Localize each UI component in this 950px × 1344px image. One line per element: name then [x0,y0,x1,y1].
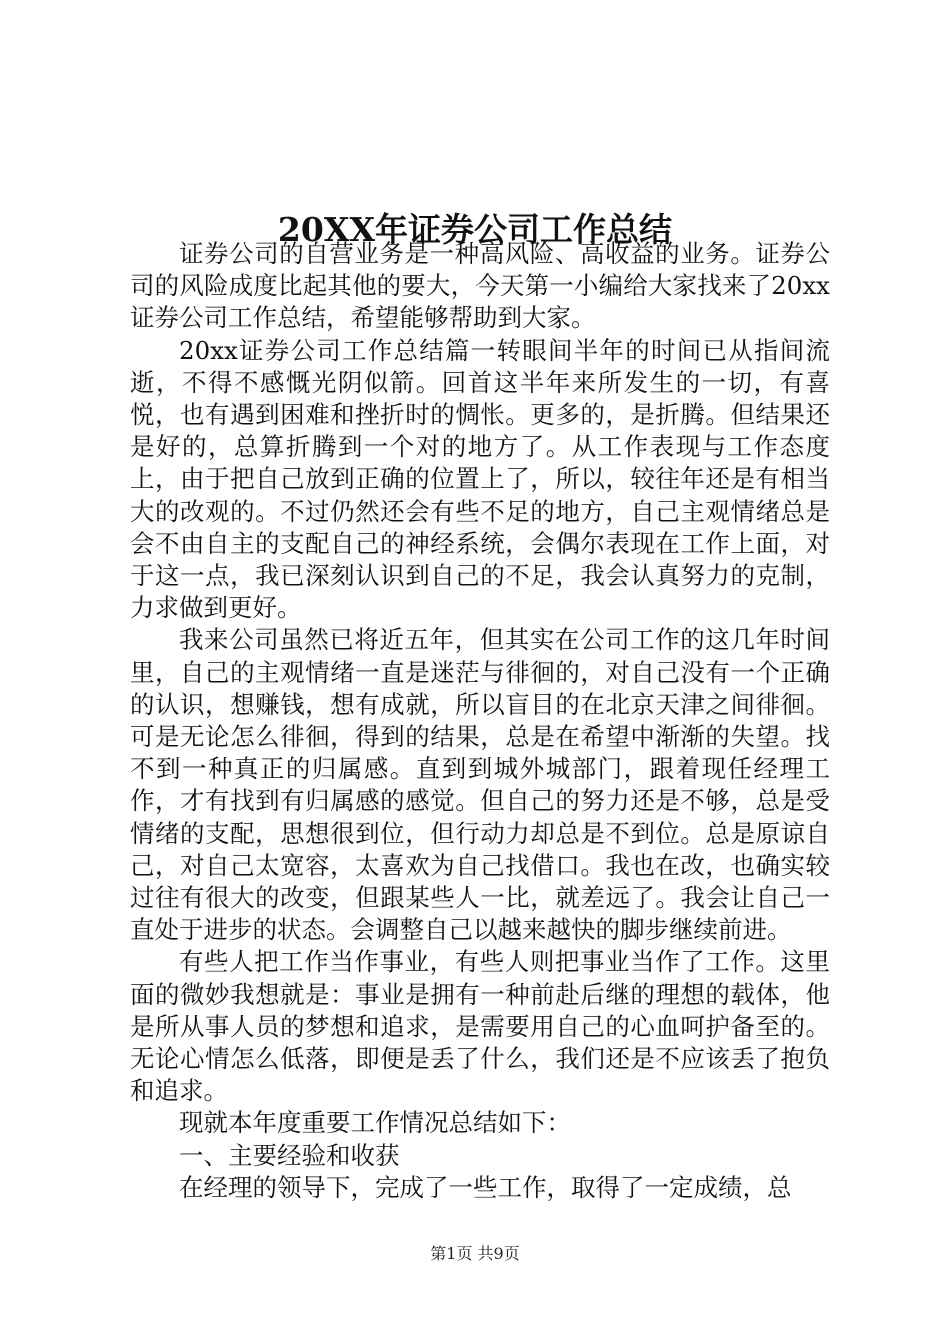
paragraph-career: 有些人把工作当作事业，有些人则把事业当作了工作。这里面的微妙我想就是：事业是拥有一种前赴后继的理想的载体，他是所从事人员的梦想和追求，是需要用自己的心血呵护备至的。无论心情怎么低落，即便是丢了什么，我们还是不应该丢了抱负和追求。 [130,947,830,1106]
paragraph-achievements: 在经理的领导下，完成了一些工作，取得了一定成绩，总 [179,1172,792,1202]
paragraph-experience: 我来公司虽然已将近五年，但其实在公司工作的这几年时间里，自己的主观情绪一直是迷茫与徘徊的，对自己没有一个正确的认识，想赚钱，想有成就，所以盲目的在北京天津之间徘徊。可是无论怎么徘徊，得到的结果，总是在希望中渐渐的失望。找不到一种真正的归属感。直到到城外城部门，跟着现任经理工作，才有找到有归属感的感觉。但自己的努力还是不够，总是受情绪的支配，思想很到位，但行动力却总是不到位。总是原谅自己，对自己太宽容，太喜欢为自己找借口。我也在改，也确实较过往有很大的改变，但跟某些人一比，就差远了。我会让自己一直处于进步的状态。会调整自己以越来越快的脚步继续前进。 [130,625,830,945]
document-title: 20XX年证券公司工作总结 [277,210,673,250]
paragraph-review: 20xx证券公司工作总结篇一转眼间半年的时间已从指间流逝，不得不感慨光阴似箭。回首这半年来所发生的一切，有喜悦，也有遇到困难和挫折时的惆怅。更多的，是折腾。但结果还是好的，总算折腾到一个对的地方了。从工作表现与工作态度上，由于把自己放到正确的位置上了，所以，较往年还是有相当大的改观的。不过仍然还会有些不足的地方，自己主观情绪总是会不由自主的支配自己的神经系统，会偶尔表现在工作上面，对于这一点，我已深刻认识到自己的不足，我会认真努力的克制，力求做到更好。 [130,335,830,623]
page-number-footer: 第1页 共9页 [430,1244,520,1263]
section-heading-main-experience: 一、主要经验和收获 [179,1140,400,1170]
paragraph-intro: 证券公司的自营业务是一种高风险、高收益的业务。证券公司的风险成度比起其他的要大，今天第一小编给大家找来了20xx证券公司工作总结，希望能够帮助到大家。 [130,239,830,333]
document-body [130,238,830,1204]
paragraph-summary-lead: 现就本年度重要工作情况总结如下： [179,1108,571,1138]
